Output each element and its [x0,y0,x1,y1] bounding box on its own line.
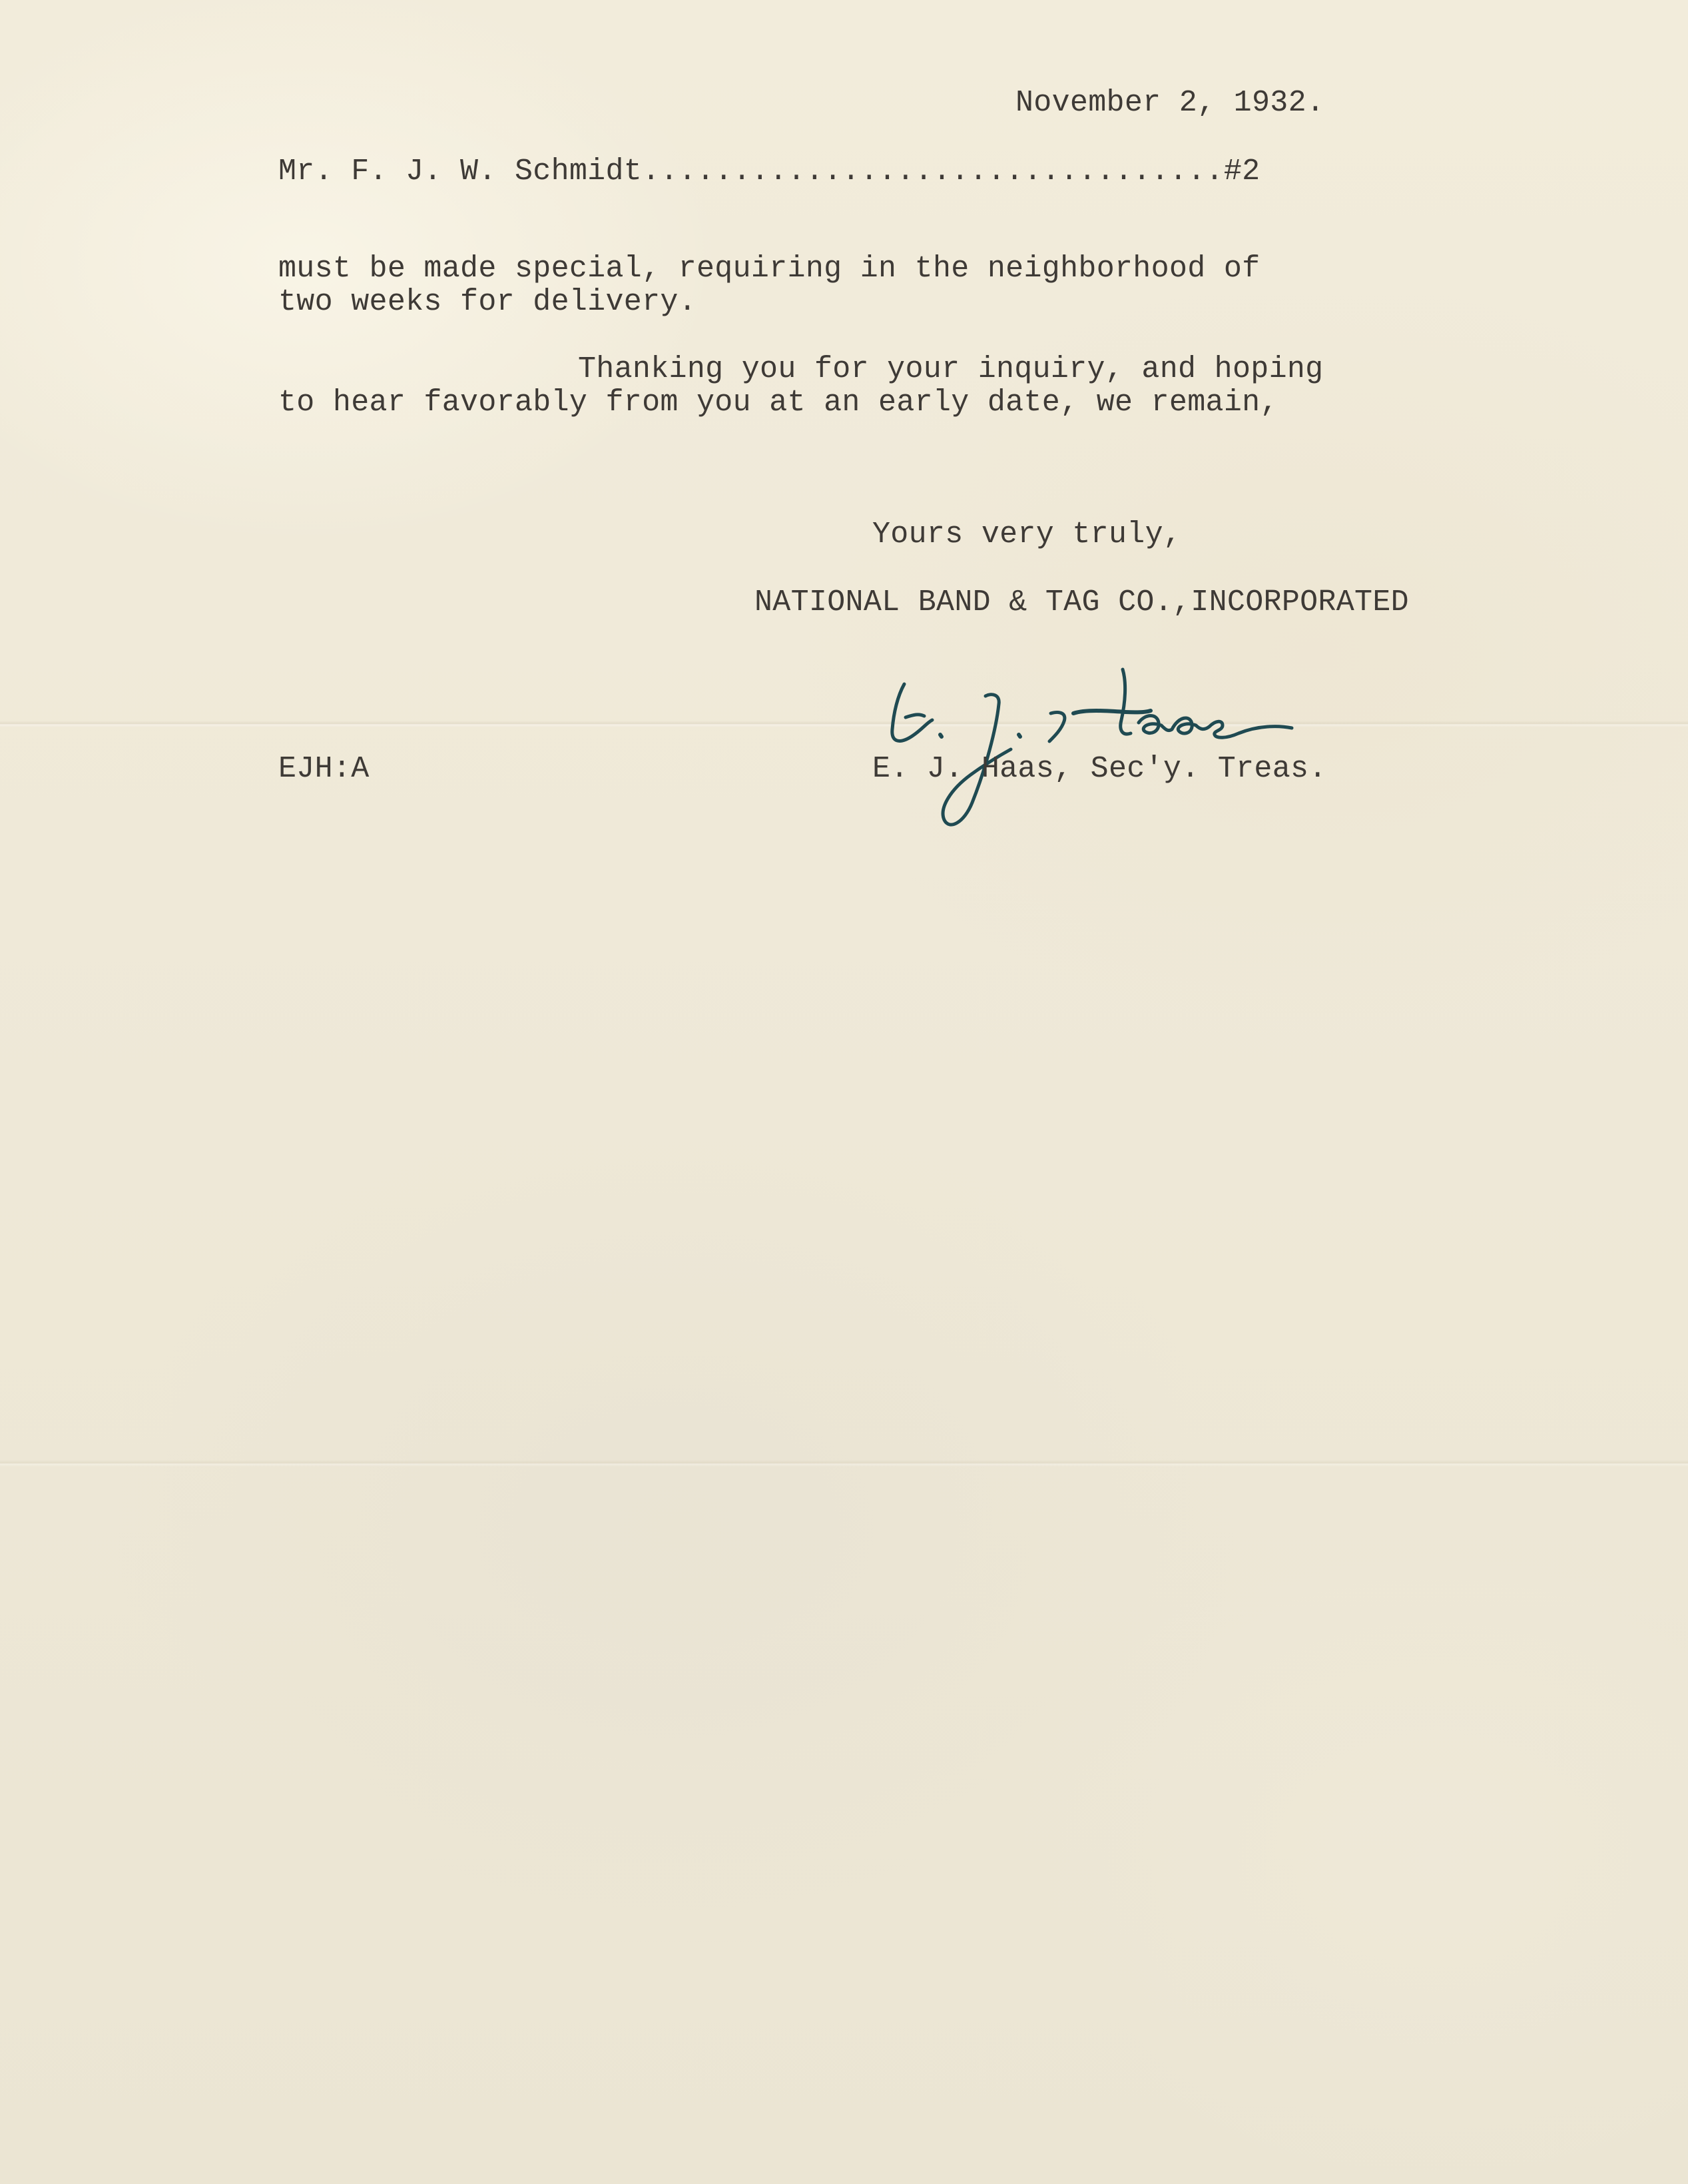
typist-initials: EJH:A [278,752,370,786]
body-line: to hear favorably from you at an early date, we remain, [278,386,1278,420]
page-header-addressee: Mr. F. J. W. Schmidt................................#2 [278,155,1261,188]
body-line: two weeks for delivery. [278,285,697,319]
paper-fold-crease [0,1460,1688,1467]
paper-fold-crease [0,721,1688,727]
company-name: NATIONAL BAND & TAG CO.,INCORPORATED [754,585,1409,619]
closing-salutation: Yours very truly, [872,518,1182,551]
signer-name-title: E. J. Haas, Sec'y. Treas. [872,752,1327,786]
letter-date: November 2, 1932. [1015,86,1325,120]
handwritten-signature [886,656,1325,843]
body-line: Thanking you for your inquiry, and hoping [578,352,1324,386]
body-line: must be made special, requiring in the neighborhood of [278,252,1261,286]
